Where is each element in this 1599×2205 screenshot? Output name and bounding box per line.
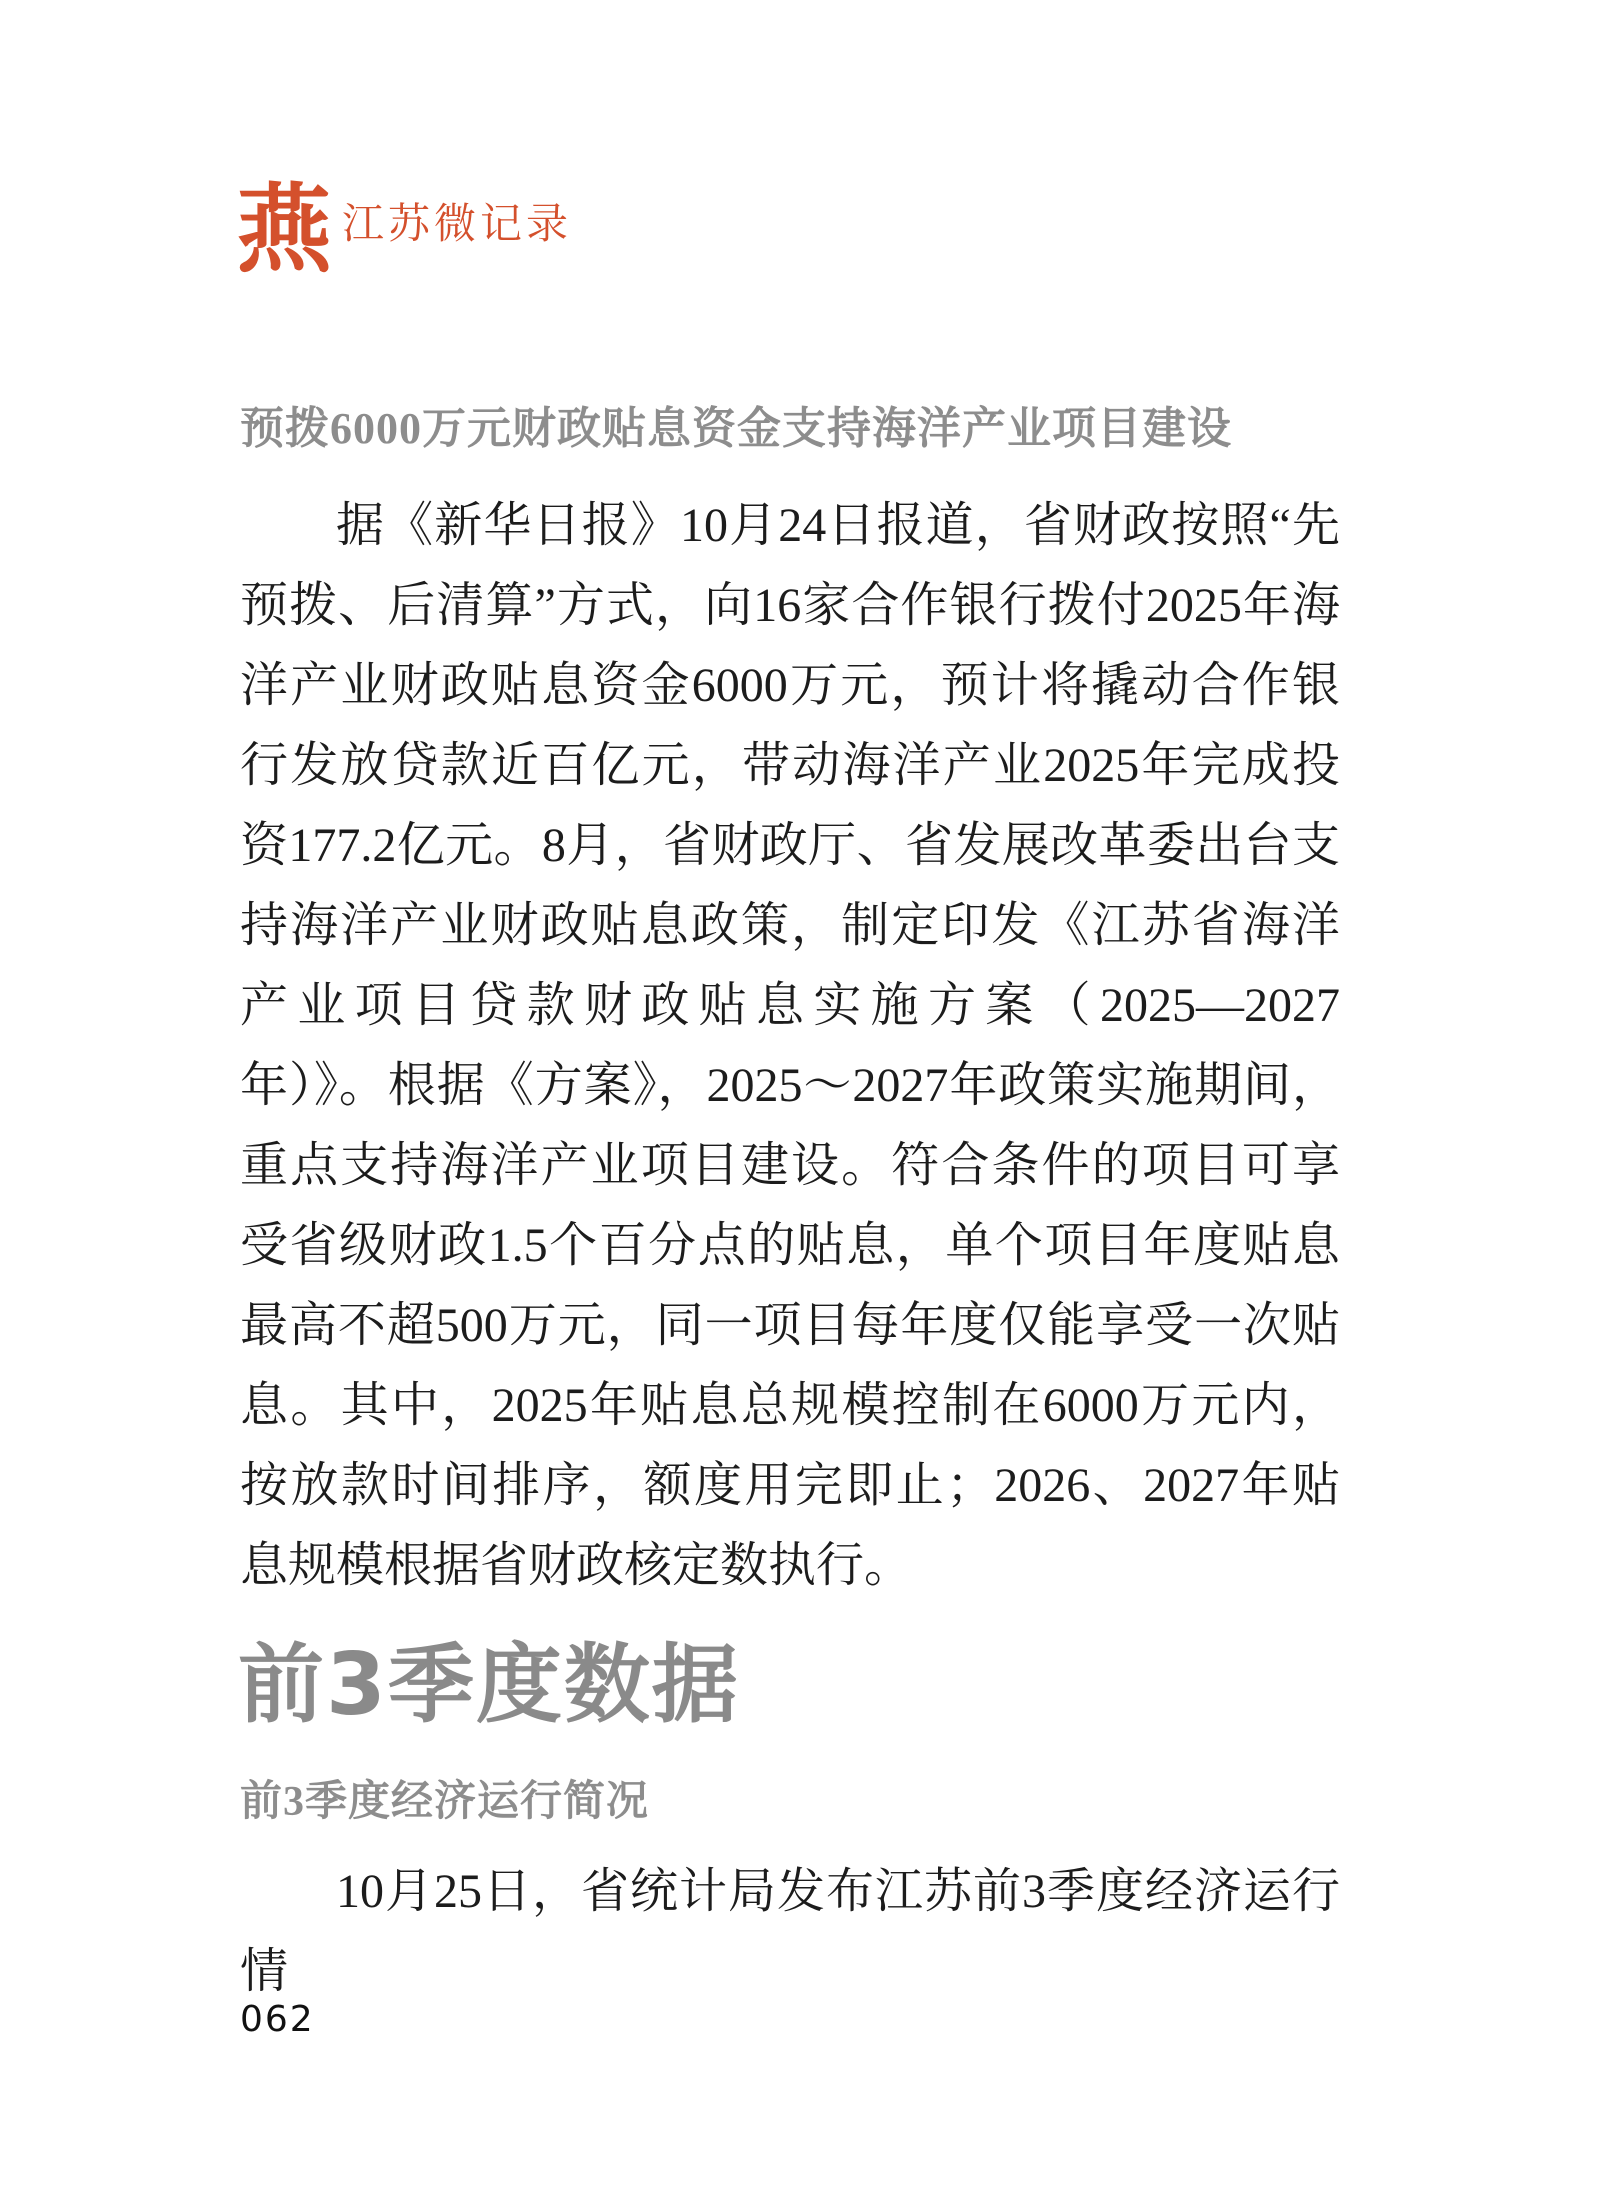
chapter-heading-q3-data: 前3季度数据: [238, 1635, 740, 1735]
brand-logo-icon: 燕: [236, 177, 332, 284]
paragraph-economy-body: 10月25日，省统计局发布江苏前3季度经济运行情: [240, 1865, 1340, 1998]
section-heading-economy-brief: 前3季度经济运行简况: [240, 1779, 650, 1825]
section-heading-subsidy: 预拨6000万元财政贴息资金支持海洋产业项目建设: [240, 404, 1232, 453]
page-number: 062: [240, 1999, 315, 2040]
brand-name: 江苏微记录: [342, 200, 573, 247]
paragraph-subsidy-body: 据《新华日报》10月24日报道，省财政按照“先预拨、后清算”方式，向16家合作银行拨付2025年海洋产业财政贴息资金6000万元，预计将撬动合作银行发放贷款近百亿元，带动海洋产业2025年完成投资177.2亿元。8月，省财政厅、省发展改革委出台支持海洋产业财政贴息政策，制定印发《江苏省海洋产业项目贷款财政贴息实施方案（2025—2027年）》。根据《方案》，2025～2027年政策实施期间，重点支持海洋产业项目建设。符合条件的项目可享受省级财政1.5个百分点的贴息，单个项目年度贴息最高不超500万元，同一项目每年度仅能享受一次贴息。其中，2025年贴息总规模控制在6000万元内，按放款时间排序，额度用完即止；2026、2027年贴息规模根据省财政核定数执行。: [240, 499, 1340, 1592]
